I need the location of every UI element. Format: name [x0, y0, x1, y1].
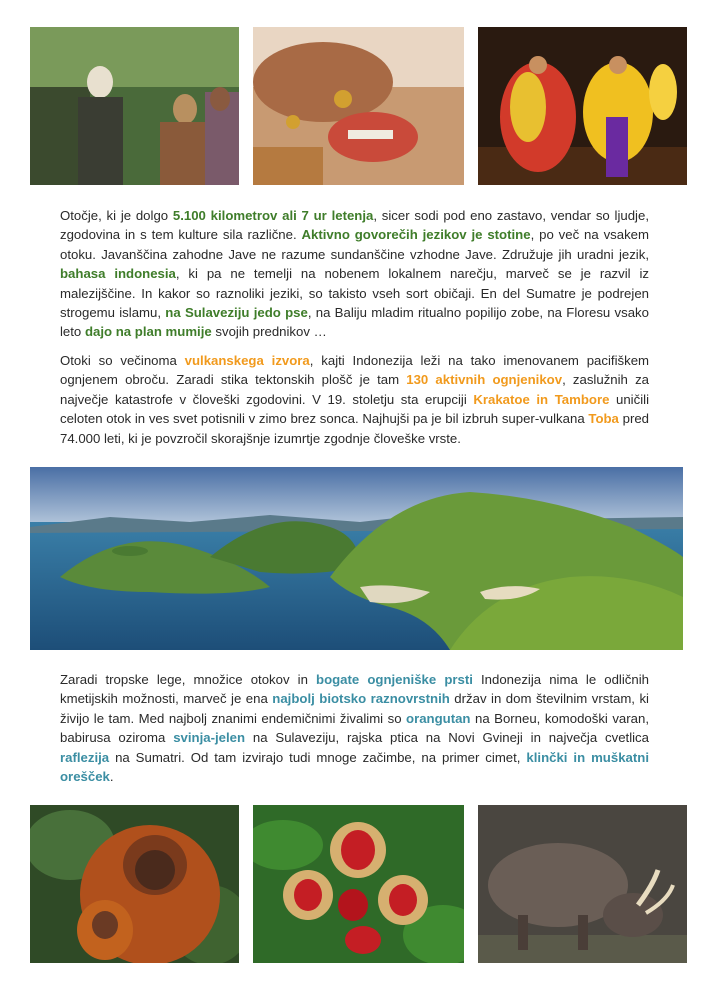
- nutmeg-photo: [253, 805, 464, 963]
- text-segment: , kajti Indonezija leži na tako imenovanem pacifiškem ognjenem obroču. Zaradi stika tektonskih plošč je tam: [60, 353, 650, 388]
- paragraph-volcanoes: [60, 351, 649, 448]
- highlight-bahasa: bahasa indonesia: [60, 266, 176, 282]
- highlight-babirusa: svinja-jelen: [173, 730, 246, 746]
- text-segment: , na Baliju mladim ritualno popilijo zobe, na Floresu vsako leto: [60, 305, 649, 340]
- highlight-spices: klinčki in muškatni orešček: [60, 749, 649, 785]
- text-segment: na Sulaveziju, rajska ptica na Novi Gvineji in največja cvetlica: [245, 730, 649, 746]
- highlight-mummies: dajo na plan mumije: [84, 324, 212, 340]
- highlight-distance: 5.100 kilometrov ali 7 ur letenja: [172, 208, 374, 223]
- text-segment: uničili celoten otok in ves svet potisnili v zimo brez sonca. Najhujši pa je bil izbruh super-vulkana: [60, 391, 649, 427]
- highlight-languages: Aktivno govorečih jezikov je stotine: [301, 227, 531, 243]
- text-segment: na Borneu, komodoški varan, babirusa oziroma: [60, 710, 649, 746]
- text-segment: držav in dom številnim vrstam, ki živijo le tam. Med najbolj znanimi endemičnimi živalimi so: [60, 691, 649, 726]
- komodo-islands-panorama: [30, 467, 683, 650]
- highlight-krakatoa-tambora: Krakatoe in Tambore: [473, 391, 610, 407]
- highlight-dogs: na Sulaveziju jedo pse: [165, 305, 308, 321]
- text-segment: , zaslužnih za največje katastrofe v človeški zgodovini. V 19. stoletju sta erupciji: [60, 372, 649, 407]
- highlight-volcanic-soil: bogate ognjeniške prsti: [316, 672, 473, 687]
- text-segment: , ki pa ne temelji na nobenem lokalnem narečju, marveč se je razvil iz malezijščine. In kakor so raznoliki jeziki, so takisto vseh sort običaji. En del Sumatre je podrejen strogemu islamu,: [60, 266, 649, 321]
- babirusa-photo: [478, 805, 687, 963]
- highlight-active-volcanoes: 130 aktivnih ognjenikov: [406, 372, 563, 388]
- teeth-filing-photo: [253, 27, 464, 185]
- paragraph-languages: [60, 206, 649, 342]
- highlight-rafflesia: raflezija: [60, 749, 110, 765]
- text-segment: Otoki so večinoma: [60, 353, 185, 368]
- text-segment: , po več na vsakem otoku. Javanščina zahodne Jave ne razume sundanščine vzhodne Jave. Združuje jih uradni jezik,: [60, 227, 649, 262]
- mummies-photo: [30, 27, 239, 185]
- text-segment: svojih prednikov …: [211, 324, 327, 340]
- highlight-volcanic-origin: vulkanskega izvora: [184, 353, 310, 368]
- highlight-biodiversity: najbolj biotsko raznovrstnih: [272, 691, 450, 707]
- text-segment: pred 74.000 leti, ki je povzročil skorajšnje izumrtje zgodnje človeške vrste.: [60, 411, 650, 446]
- balinese-dance-photo: [478, 27, 687, 185]
- text-segment: .: [109, 769, 114, 785]
- text-segment: Zaradi tropske lege, množice otokov in: [60, 672, 317, 687]
- text-segment: Indonezija nima le odličnih kmetijskih možnosti, marveč je ena: [60, 672, 649, 707]
- text-segment: Otočje, ki je dolgo: [60, 208, 173, 223]
- text-segment: , sicer sodi pod eno zastavo, vendar so ljudje, zgodovina in s tem kulture sila različne.: [60, 208, 649, 243]
- text-segment: na Sumatri. Od tam izvirajo tudi mnoge začimbe, na primer cimet,: [109, 749, 527, 765]
- highlight-toba: Toba: [588, 411, 619, 427]
- highlight-orangutan: orangutan: [406, 710, 471, 726]
- paragraph-biodiversity: [60, 670, 649, 786]
- orangutan-photo: [30, 805, 239, 963]
